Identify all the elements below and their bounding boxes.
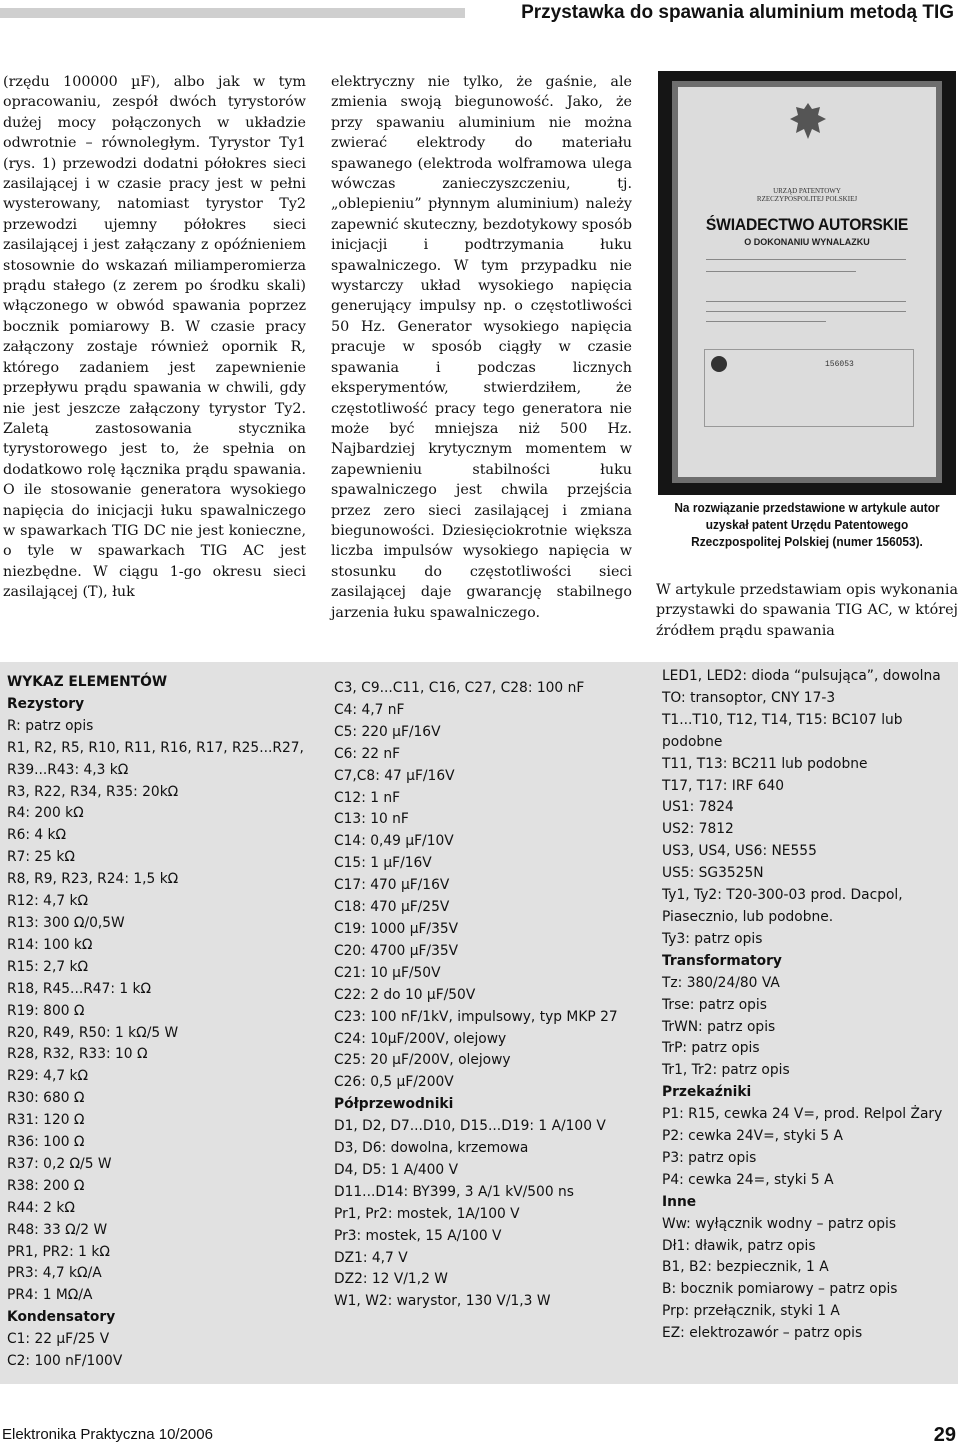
parts-list-item: D11...D14: BY399, 3 A/1 kV/500 ns (334, 1183, 574, 1200)
parts-list-item: R48: 33 Ω/2 W (7, 1221, 108, 1238)
parts-list-item: R1, R2, R5, R10, R11, R16, R17, R25...R27, R39...R43: 4,3 kΩ (7, 739, 304, 778)
photo-caption: Na rozwiązanie przedstawione w artykule autor uzyskał patent Urzędu Patentowego Rzeczpospolitej Polskiej (numer 156053). (674, 501, 940, 549)
parts-list-heading: Transformatory (662, 952, 782, 969)
parts-list-item: P1: R15, cewka 24 V=, prod. Relpol Żary (662, 1106, 943, 1123)
parts-list-item: W1, W2: warystor, 130 V/1,3 W (334, 1293, 551, 1310)
parts-list-item: Prp: przełącznik, styki 1 A (662, 1303, 840, 1320)
article-text-2: elektryczny nie tylko, że gaśnie, ale zmienia swoją biegunowość. Jako, że przy spawaniu aluminium nie można zwierać elektrody do materiału spawanego (elektroda wolframowa ulega wówczas zanieczyszczeniu, tj. „oblepieniu” płynnym aluminium) należy zapewnić skuteczny, bezdotykowy sposób inicjacji i podtrzymania łuku spawalniczego. W tym przypadku nie wystarczy układ wysokiego napięcia generujący impulsy np. o częstotliwości 50 Hz. Generator wysokiego napięcia pracuje w sposób ciągły w czasie spawania i podczas licznych eksperymentów, stwierdziłem, że częstotliwość pracy tego generatora nie może być mniejsza niż 500 Hz. Najbardziej krytycznym momentem w zapewnieniu stabilności łuku spawalniczego jest chwila przejścia przez zero sieci zasilającej i zmiana biegunowości. Dziesięciokrotnie większa liczba impulsów wysokiego napięcia w stosunku do częstotliwości sieci zasilającej daje gwarancję stabilnego jarzenia łuku spawalniczego. (331, 74, 632, 621)
parts-list-item: DZ2: 12 V/1,2 W (334, 1271, 448, 1288)
parts-list-item: US3, US4, US6: NE555 (662, 843, 817, 860)
parts-list-item: TO: transoptor, CNY 17-3 (662, 689, 836, 706)
parts-list-item: TrP: patrz opis (662, 1040, 760, 1057)
parts-list-item: C15: 1 µF/16V (334, 855, 432, 872)
parts-list-item: Pr1, Pr2: mostek, 1A/100 V (334, 1205, 520, 1222)
certificate-line (706, 311, 906, 312)
parts-list-item: P3: patrz opis (662, 1149, 757, 1166)
parts-list-item: TrWN: patrz opis (662, 1018, 776, 1035)
parts-list-item: R30: 680 Ω (7, 1090, 85, 1107)
parts-list-item: P2: cewka 24V=, styki 5 A (662, 1128, 843, 1145)
parts-list-item: C13: 10 nF (334, 811, 409, 828)
parts-list-item: C22: 2 do 10 µF/50V (334, 986, 476, 1003)
parts-list-column-2 (334, 678, 649, 1313)
parts-list-item: D1, D2, D7...D10, D15...D19: 1 A/100 V (334, 1118, 606, 1135)
parts-list-item: DZ1: 4,7 V (334, 1249, 408, 1266)
parts-list-item: R20, R49, R50: 1 kΩ/5 W (7, 1024, 179, 1041)
parts-list-item: R7: 25 kΩ (7, 849, 75, 866)
parts-list-item: R38: 200 Ω (7, 1177, 85, 1194)
parts-list-item: C18: 470 µF/25V (334, 899, 450, 916)
parts-list-item: R6: 4 kΩ (7, 827, 67, 844)
parts-list-item: EZ: elektrozawór – patrz opis (662, 1325, 863, 1342)
eagle-emblem-icon (788, 99, 828, 143)
parts-list-item: T1...T10, T12, T14, T15: BC107 lub podobne (662, 711, 903, 750)
parts-list-item: R28, R32, R33: 10 Ω (7, 1046, 148, 1063)
parts-list-item: D3, D6: dowolna, krzemowa (334, 1140, 529, 1157)
article-column-1 (3, 72, 306, 603)
parts-list-item: PR1, PR2: 1 kΩ (7, 1243, 110, 1260)
certificate-org: URZĄD PATENTOWY RZECZYPOSPOLITEJ POLSKIEJ (756, 187, 858, 203)
parts-list-item: C25: 20 µF/200V, olejowy (334, 1052, 511, 1069)
parts-list-item: R36: 100 Ω (7, 1134, 85, 1151)
parts-list-item: Trse: patrz opis (662, 996, 767, 1013)
parts-list-item: PR4: 1 MΩ/A (7, 1287, 93, 1304)
parts-list-item: Ty3: patrz opis (662, 930, 763, 947)
parts-list-item: Tz: 380/24/80 VA (662, 974, 780, 991)
parts-list-item: US2: 7812 (662, 821, 734, 838)
parts-list-item: R3, R22, R34, R35: 20kΩ (7, 783, 179, 800)
parts-list-item: R14: 100 kΩ (7, 936, 93, 953)
parts-list-item: D4, D5: 1 A/400 V (334, 1161, 459, 1178)
parts-list-item: US5: SG3525N (662, 865, 764, 882)
parts-list-item: C26: 0,5 µF/200V (334, 1074, 454, 1091)
parts-list-item: C20: 4700 µF/35V (334, 942, 459, 959)
footer-magazine: Elektronika Praktyczna 10/2006 (2, 1426, 213, 1443)
parts-list-item: C19: 1000 µF/35V (334, 920, 459, 937)
parts-list-heading: Inne (662, 1193, 697, 1210)
parts-list-heading: Przekaźniki (662, 1084, 752, 1101)
article-column-2 (331, 72, 632, 623)
parts-list-item: T11, T13: BC211 lub podobne (662, 755, 868, 772)
parts-list-item: R4: 200 kΩ (7, 805, 84, 822)
parts-list-item: C12: 1 nF (334, 789, 401, 806)
parts-list-item: C1: 22 µF/25 V (7, 1331, 110, 1348)
parts-list-heading: Rezystory (7, 695, 85, 712)
certificate-number: 156053 (825, 360, 854, 369)
patent-certificate-photo (658, 71, 956, 495)
parts-list-item: PR3: 4,7 kΩ/A (7, 1265, 102, 1282)
parts-list-item: P4: cewka 24=, styki 5 A (662, 1171, 834, 1188)
parts-list-item: R37: 0,2 Ω/5 W (7, 1155, 112, 1172)
parts-list-item: R12: 4,7 kΩ (7, 893, 89, 910)
parts-list-heading: Kondensatory (7, 1309, 116, 1326)
parts-list-item: US1: 7824 (662, 799, 734, 816)
parts-list-item: C24: 10µF/200V, olejowy (334, 1030, 507, 1047)
parts-list-item: Ww: wyłącznik wodny – patrz opis (662, 1215, 897, 1232)
header-title: Przystawka do spawania aluminium metodą TIG (521, 2, 954, 23)
certificate-line (706, 259, 906, 260)
article-text-1: (rzędu 100000 µF), albo jak w tym opracowaniu, zespół dwóch tyrystorów dużej mocy połączonych w układzie odwrotnie – równoległym. Tyrystor Ty1 (rys. 1) przewodzi dodatni półokres sieci zasilającej i w czasie pracy jest w pełni wysterowany, natomiast tyrystor Ty2 przewodzi ujemny półokres sieci zasilającej i jest załączany z opóźnieniem stosownie do wskazań miliamperomierza prądu stałego (z zerem po środku skali) włączonego w obwód spawania poprzez bocznik pomiarowy B. W czasie pracy załączony zostaje również opornik R, którego zadaniem jest zapewnienie przepływu prądu spawania w chwili, gdy nie jest jeszcze załączony tyrystor Ty2. Zaletą zastosowania stycznika tyrystorowego jest to, że spełnia on dodatkowo rolę łącznika prądu spawania. O ile stosowanie generatora wysokiego napięcia do inicjacji łuku spawalniczego w spawarkach TIG DC nie jest konieczne, o tyle w spawarkach TIG AC jest niezbędne. W ciągu 1-go okresu sieci zasilającej (T), łuk (3, 74, 306, 601)
parts-list-item: B1, B2: bezpiecznik, 1 A (662, 1259, 829, 1276)
certificate-line (706, 321, 826, 322)
certificate-document (672, 81, 942, 483)
seal-icon (711, 356, 727, 372)
certificate-title: ŚWIADECTWO AUTORSKIE (705, 215, 909, 234)
parts-list-item: B: bocznik pomiarowy – patrz opis (662, 1281, 898, 1298)
parts-list-item: R15: 2,7 kΩ (7, 958, 89, 975)
parts-list-item: C5: 220 µF/16V (334, 723, 441, 740)
parts-list-item: Dł1: dławik, patrz opis (662, 1237, 816, 1254)
parts-list-item: Pr3: mostek, 15 A/100 V (334, 1227, 502, 1244)
parts-list-item: LED1, LED2: dioda “pulsująca”, dowolna (662, 668, 941, 684)
parts-list-item: Ty1, Ty2: T20-300-03 prod. Dacpol, Piasecznio, lub podobne. (662, 887, 903, 925)
parts-list-item: T17, T17: IRF 640 (662, 777, 785, 794)
parts-list-item: WYKAZ ELEMENTÓW (7, 674, 168, 690)
certificate-line (706, 301, 906, 302)
parts-list-item: R8, R9, R23, R24: 1,5 kΩ (7, 871, 179, 888)
page-header (0, 0, 960, 28)
parts-list-item: C17: 470 µF/16V (334, 877, 450, 894)
parts-list-item: R: patrz opis (7, 717, 94, 734)
certificate-box (704, 349, 914, 427)
parts-list-item: C14: 0,49 µF/10V (334, 833, 454, 850)
parts-list-item: C21: 10 µF/50V (334, 964, 441, 981)
parts-list-item: C23: 100 nF/1kV, impulsowy, typ MKP 27 (334, 1008, 618, 1025)
parts-list-heading: Półprzewodniki (334, 1096, 454, 1113)
certificate-subtitle: O DOKONANIU WYNALAZKU (744, 237, 870, 247)
parts-list-item: C4: 4,7 nF (334, 701, 405, 718)
page-number: 29 (933, 1424, 956, 1446)
parts-list-column-3 (662, 666, 954, 1345)
article-column-3: W artykule przedstawiam opis wykonania przystawki do spawania TIG AC, w której źródłem prądu spawania (656, 582, 958, 639)
parts-list-item: Tr1, Tr2: patrz opis (662, 1062, 790, 1079)
parts-list-item: R19: 800 Ω (7, 1002, 85, 1019)
parts-list-column-1 (7, 672, 322, 1373)
certificate-line (706, 271, 856, 272)
header-rule (0, 8, 465, 18)
parts-list-item: R18, R45...R47: 1 kΩ (7, 980, 152, 997)
parts-list-item: R13: 300 Ω/0,5W (7, 914, 125, 931)
parts-list-item: C2: 100 nF/100V (7, 1353, 123, 1370)
parts-list-item: R44: 2 kΩ (7, 1199, 75, 1216)
parts-list-item: R31: 120 Ω (7, 1112, 85, 1129)
parts-list-item: C3, C9...C11, C16, C27, C28: 100 nF (334, 680, 585, 696)
parts-list-item: C6: 22 nF (334, 745, 401, 762)
parts-list-item: C7,C8: 47 µF/16V (334, 767, 455, 784)
parts-list-item: R29: 4,7 kΩ (7, 1068, 89, 1085)
